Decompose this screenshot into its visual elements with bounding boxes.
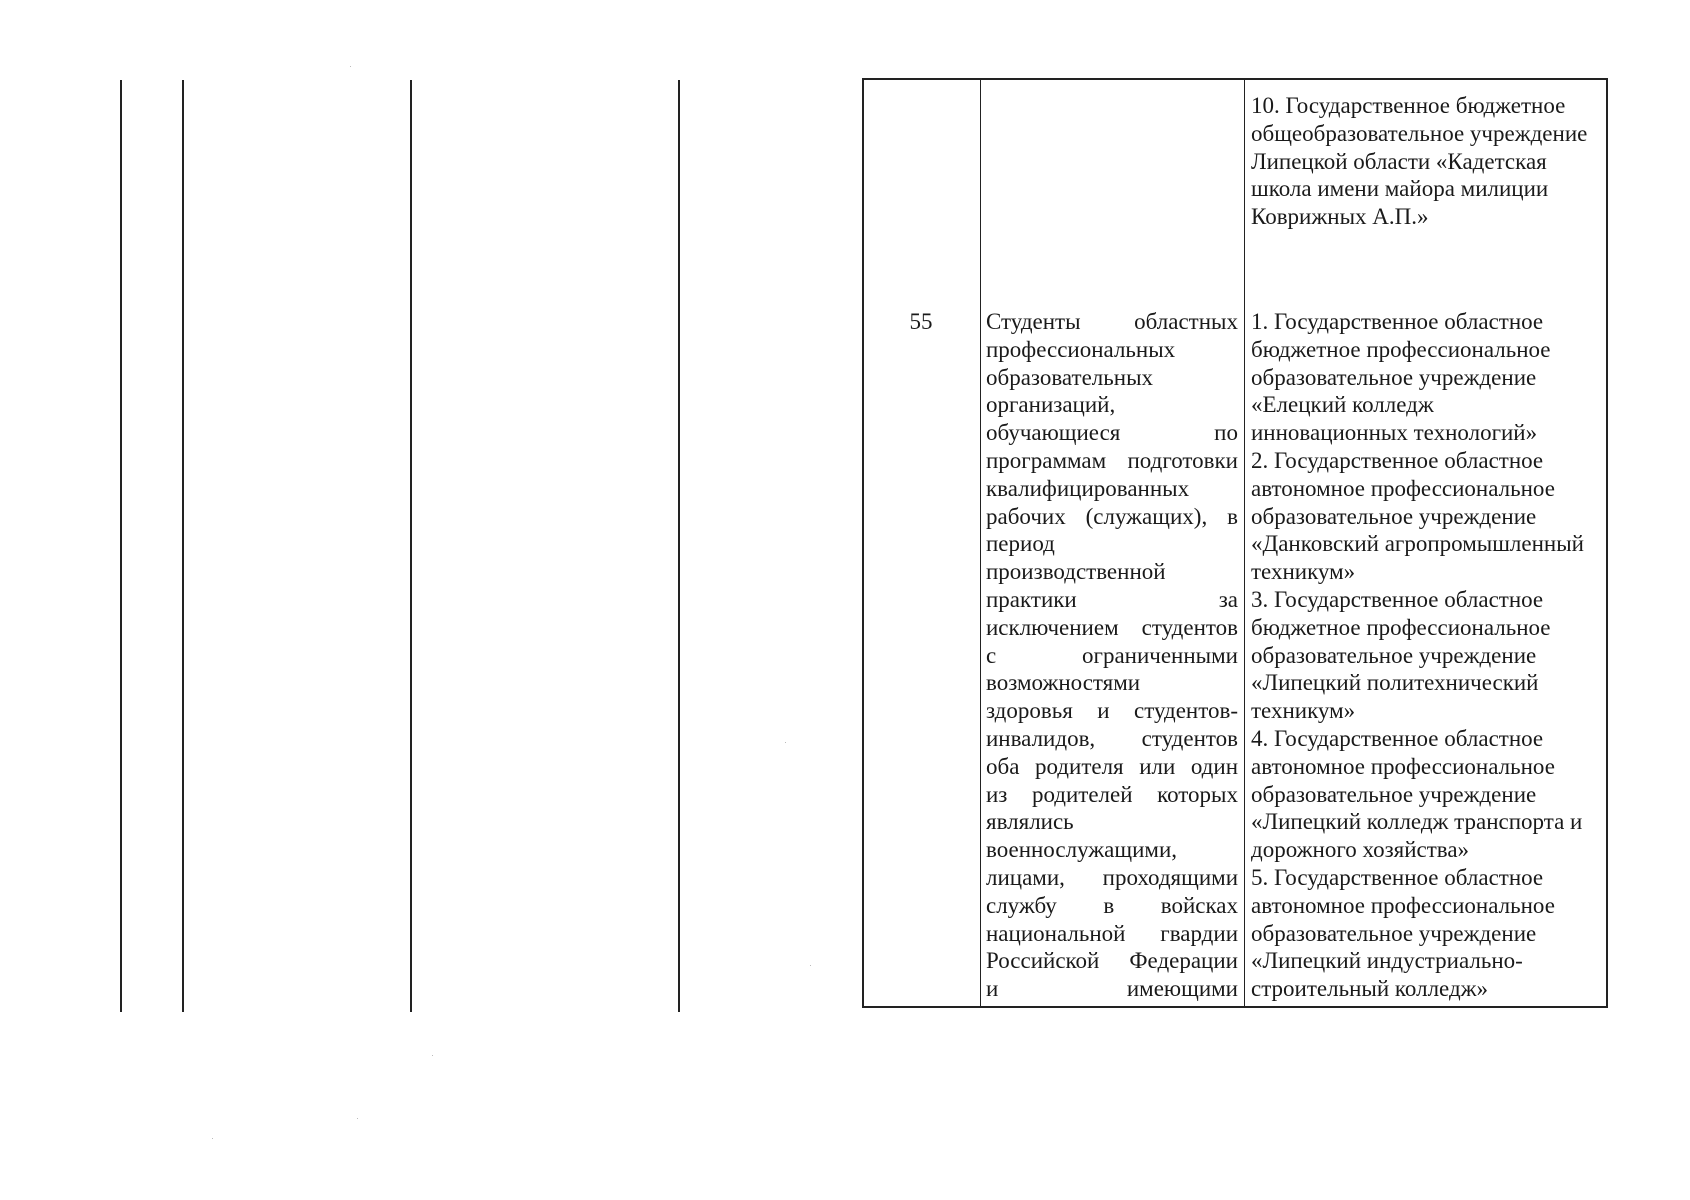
category-text-line: инвалидов, студентов	[986, 725, 1238, 751]
category-text-line: Российской Федерации	[986, 948, 1238, 974]
org-text-line: школа имени майора милиции	[1251, 176, 1549, 202]
org-text-line: «Данковский агропромышленный	[1251, 531, 1584, 557]
category-text-line: производственной	[986, 559, 1166, 585]
org-text-line: автономное профессиональное	[1251, 892, 1555, 918]
org-text-line: общеобразовательное учреждение	[1251, 120, 1588, 146]
category-text-line: являлись	[986, 809, 1074, 835]
category-text-line: практики за	[986, 586, 1238, 612]
category-text-line: возможностями	[986, 670, 1141, 696]
category-text-line: с ограниченными	[986, 642, 1238, 668]
org-text-line: образовательное учреждение	[1251, 503, 1537, 529]
category-text-line: исключением студентов	[986, 614, 1238, 640]
category-text-line: программам подготовки	[986, 447, 1238, 473]
org-text-line: бюджетное профессиональное	[1251, 614, 1551, 640]
org-text-line: бюджетное профессиональное	[1251, 336, 1551, 362]
org-text-line: автономное профессиональное	[1251, 475, 1555, 501]
category-text-line: службу в войсках	[986, 892, 1238, 918]
org-text-line: «Елецкий колледж	[1251, 392, 1434, 418]
org-text-line: 1. Государственное областное	[1251, 309, 1544, 334]
left-page-rule-1	[120, 80, 122, 1012]
org-text-line: 3. Государственное областное	[1251, 586, 1544, 612]
org-text-line: 2. Государственное областное	[1251, 447, 1544, 473]
org-text-line: строительный колледж»	[1251, 976, 1489, 1002]
table-column-divider	[980, 80, 981, 1006]
org-text-line: Липецкой области «Кадетская	[1251, 148, 1547, 174]
scan-speck	[357, 1118, 358, 1119]
org-text-line: 10. Государственное бюджетное	[1251, 93, 1566, 118]
org-text-line: Коврижных А.П.»	[1251, 204, 1429, 230]
left-page-rule-3	[410, 80, 412, 1012]
row-number: 55	[909, 309, 933, 334]
category-text-line: период	[986, 531, 1055, 557]
org-text-line: 4. Государственное областное	[1251, 725, 1544, 751]
category-cell	[982, 308, 1238, 1003]
table-column-divider	[1244, 80, 1245, 1006]
prev-row-organization-cell	[1247, 92, 1607, 231]
category-text-line: квалифицированных	[986, 475, 1190, 501]
org-text-line: автономное профессиональное	[1251, 753, 1555, 779]
org-text-line: образовательное учреждение	[1251, 642, 1537, 668]
org-text-line: «Липецкий индустриально-	[1251, 948, 1523, 974]
category-text-line: организаций,	[986, 392, 1116, 418]
org-text-line: «Липецкий колледж транспорта и	[1251, 809, 1583, 835]
category-text-line: образовательных	[986, 364, 1154, 390]
category-text-line: здоровья и студентов-	[986, 698, 1238, 724]
organizations-cell	[1247, 308, 1607, 1003]
category-text-line: оба родителя или один	[986, 753, 1238, 779]
category-text-line: рабочих (служащих), в	[986, 503, 1238, 529]
category-text-line: национальной гвардии	[986, 920, 1238, 946]
category-text-line: из родителей которых	[986, 781, 1238, 807]
category-text-line: военнослужащими,	[986, 837, 1177, 863]
org-text-line: «Липецкий политехнический	[1251, 670, 1539, 696]
org-text-line: образовательное учреждение	[1251, 781, 1537, 807]
category-text-line: обучающиеся по	[986, 420, 1238, 446]
org-text-line: техникум»	[1251, 559, 1356, 585]
org-text-line: инновационных технологий»	[1251, 420, 1538, 446]
scan-speck	[212, 1138, 213, 1139]
org-text-line: техникум»	[1251, 698, 1356, 724]
org-text-line: образовательное учреждение	[1251, 364, 1537, 390]
scan-speck	[785, 742, 786, 743]
org-text-line: 5. Государственное областное	[1251, 864, 1544, 890]
org-text-line: образовательное учреждение	[1251, 920, 1537, 946]
left-page-rule-2	[182, 80, 184, 1012]
scan-speck	[810, 965, 811, 966]
left-page-rule-4	[678, 80, 680, 1012]
category-text-line: профессиональных	[986, 336, 1176, 362]
scan-speck	[432, 1055, 433, 1056]
scan-speck	[350, 66, 351, 67]
category-text-line: лицами, проходящими	[986, 864, 1238, 890]
org-text-line: дорожного хозяйства»	[1251, 837, 1470, 863]
category-text-line: Студенты областных	[986, 309, 1238, 334]
category-text-line: и имеющими	[986, 976, 1238, 1002]
document-table	[862, 78, 1608, 1008]
